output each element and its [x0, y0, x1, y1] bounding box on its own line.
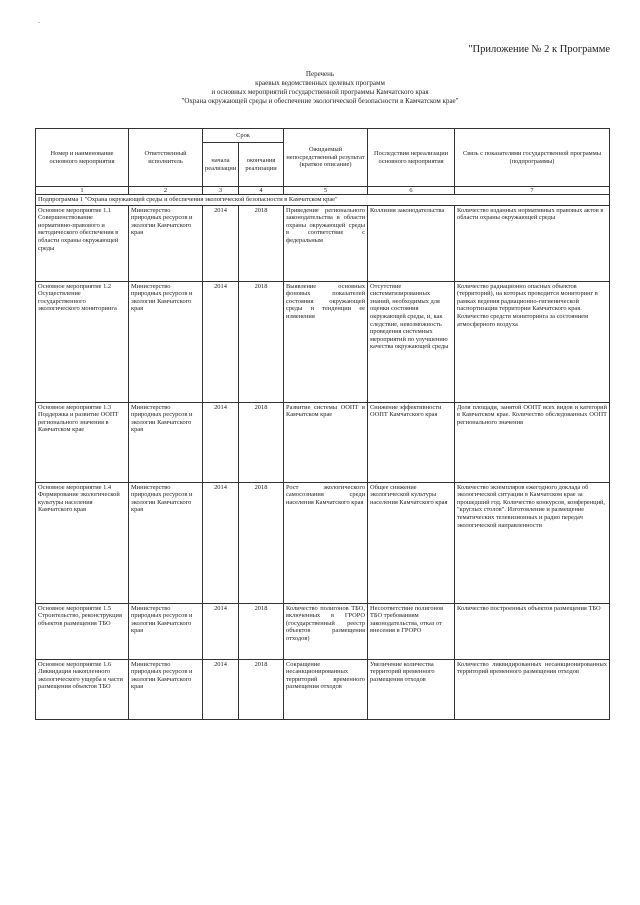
responsible: Министерство природных ресурсов и экологии Камчатского края [129, 402, 203, 482]
page-marker: - [38, 20, 40, 26]
column-number: 5 [284, 187, 368, 195]
consequences: Увеличение количества территорий временного размещения отходов [368, 659, 455, 719]
measure-name: Основное мероприятие 1.1 Совершенствование нормативно-правового и методического обеспечения в области охраны окружающей среды [36, 205, 129, 281]
expected-result: Выявление основных фоновых показателей состояния окружающей среды и тенденции ее изменения [284, 281, 368, 402]
header-line-4: "Охрана окружающей среды и обеспечение экологической безопасности в Камчатском крае" [181, 97, 459, 105]
measure-name: Основное мероприятие 1.5 Строительство, реконструкция объектов размещения ТБО [36, 603, 129, 659]
measure-name: Основное мероприятие 1.4 Формирование экологической культуры населения Камчатского края [36, 482, 129, 603]
start-year: 2014 [203, 482, 239, 603]
header-indicator-link: Связь с показателями государственной программы (подпрограммы) [455, 129, 610, 187]
table-row [36, 402, 610, 482]
header-expected-result: Ожидаемый непосредственный результат (краткое описание) [284, 129, 368, 187]
measure-name: Основное мероприятие 1.6 Ликвидация накопленного экологического ущерба в части размещения объектов ТБО [36, 659, 129, 719]
column-number: 6 [368, 187, 455, 195]
indicator-link: Количество ликвидированных несанкционированных территорий временного размещения отходов [455, 659, 610, 719]
column-number: 7 [455, 187, 610, 195]
header-consequences: Последствия нереализации основного мероприятия [368, 129, 455, 187]
table-row [36, 482, 610, 603]
end-year: 2018 [239, 482, 284, 603]
expected-result: Количество полигонов ТБО, включенных в ГРОРО (государственный реестр объектов размещения отходов) [284, 603, 368, 659]
header-start: начала реализации [203, 143, 239, 187]
measures-table [35, 128, 610, 720]
header-line-1: Перечень [305, 70, 335, 78]
consequences: Коллизия законодательства [368, 205, 455, 281]
end-year: 2018 [239, 205, 284, 281]
indicator-link: Доля площади, занятой ООПТ всех видов и категорий в Камчатском крае. Количество обследованных ООПТ регионального значения [455, 402, 610, 482]
header-number-name: Номер и наименование основного мероприятия [36, 129, 129, 187]
start-year: 2014 [203, 205, 239, 281]
header-responsible: Ответственный исполнитель [129, 129, 203, 187]
responsible: Министерство природных ресурсов и экологии Камчатского края [129, 659, 203, 719]
measure-name: Основное мероприятие 1.3 Поддержка и развитие ООПТ регионального значения в Камчатском крае [36, 402, 129, 482]
start-year: 2014 [203, 659, 239, 719]
end-year: 2018 [239, 659, 284, 719]
column-number: 3 [203, 187, 239, 195]
end-year: 2018 [239, 603, 284, 659]
responsible: Министерство природных ресурсов и экологии Камчатского края [129, 482, 203, 603]
column-number: 1 [36, 187, 129, 195]
table-row [36, 281, 610, 402]
consequences: Несоответствие полигонов ТБО требованиям законодательства, отказ от внесения в ГРОРО [368, 603, 455, 659]
appendix-label: "Приложение № 2 к Программе [468, 44, 610, 55]
indicator-link: Количество радиационно опасных объектов (территорий), на которых проводится мониторинг в рамках ведения радиационно-гигиенической паспортизации территории Камчатского края. Количество средств мониторинга за состоянием атмосферного воздуха [455, 281, 610, 402]
indicator-link: Количество экземпляров ежегодного доклада об экологической ситуации в Камчатском крае за прошедший год. Количество конкурсов, конференций, "круглых столов". Изготовление и размещение тематических телевизионных и радио передач экологической направленности [455, 482, 610, 603]
responsible: Министерство природных ресурсов и экологии Камчатского края [129, 205, 203, 281]
column-number: 2 [129, 187, 203, 195]
column-number: 4 [239, 187, 284, 195]
responsible: Министерство природных ресурсов и экологии Камчатского края [129, 281, 203, 402]
end-year: 2018 [239, 281, 284, 402]
indicator-link: Количество построенных объектов размещения ТБО [455, 603, 610, 659]
header-end: окончания реализации [239, 143, 284, 187]
measure-name: Основное мероприятие 1.2 Осуществление государственного экологического мониторинга [36, 281, 129, 402]
table-row [36, 205, 610, 281]
consequences: Снижение эффективности ООПТ Камчатского края [368, 402, 455, 482]
subprogram-title: Подпрограмма 1 "Охрана окружающей среды и обеспечения экологической безопасности в Камчатском крае" [36, 195, 610, 206]
header-line-3: и основных мероприятий государственной программы Камчатского края [211, 88, 429, 96]
start-year: 2014 [203, 603, 239, 659]
table-row [36, 603, 610, 659]
expected-result: Приведение регионального законодательства в области охраны окружающей среды в соответствие с федеральным [284, 205, 368, 281]
header-term: Срок [203, 129, 284, 143]
expected-result: Развитие системы ООПТ в Камчатском крае [284, 402, 368, 482]
indicator-link: Количество изданных нормативных правовых актов в области охраны окружающей среды [455, 205, 610, 281]
document-header [0, 70, 640, 106]
table-row [36, 659, 610, 719]
expected-result: Рост экологического самосознания среди населения Камчатского края [284, 482, 368, 603]
end-year: 2018 [239, 402, 284, 482]
header-line-2: краевых ведомственных целевых программ [255, 79, 385, 87]
responsible: Министерство природных ресурсов и экологии Камчатского края [129, 603, 203, 659]
consequences: Общее снижение экологической культуры населения Камчатского края [368, 482, 455, 603]
start-year: 2014 [203, 281, 239, 402]
consequences: Отсутствие систематизированных знаний, необходимых для оценки состояния окружающей среды, и, как следствие, невозможность проведения системных мероприятий по улучшению качества окружающей среды [368, 281, 455, 402]
expected-result: Сокращение несанкционированных территорий временного размещения отходов [284, 659, 368, 719]
start-year: 2014 [203, 402, 239, 482]
